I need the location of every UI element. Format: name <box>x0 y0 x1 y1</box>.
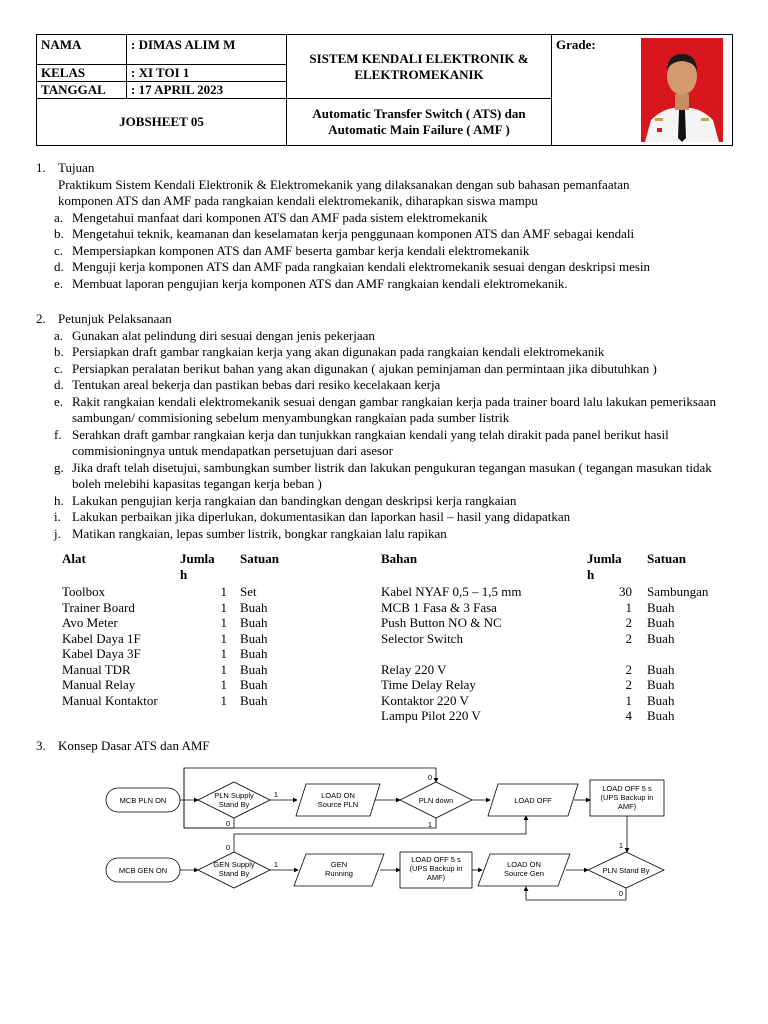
list-text: Lakukan pengujian kerja rangkaian dan bandingkan dengan deskripsi kerja rangkaian <box>72 492 517 508</box>
list-item <box>54 226 738 243</box>
section-number: 2. <box>36 311 46 326</box>
kelas-label: KELAS <box>37 65 127 82</box>
intro-text: Praktikum Sistem Kendali Elektronik & Elektromekanik yang dilaksanakan dengan sub bahasan pemanfaatan <box>58 176 630 192</box>
load-on-gen-label: Source Gen <box>503 869 545 878</box>
cell-unit: Sambungan <box>647 584 709 599</box>
cell-unit: Buah <box>240 692 268 708</box>
section-number: 1. <box>36 160 46 175</box>
list-item <box>54 360 738 378</box>
gen-supply-label: Stand By <box>218 869 250 878</box>
cell-qty: 1 <box>220 599 227 615</box>
cell-name: Toolbox <box>62 584 106 599</box>
cell-name: Manual Kontaktor <box>62 692 158 708</box>
cell-unit: Buah <box>647 677 675 692</box>
cell-name: Selector Switch <box>381 630 463 646</box>
list-marker: a. <box>54 209 64 225</box>
list-item <box>54 344 738 361</box>
cell-qty: 4 <box>625 708 632 723</box>
load-off-5s-top-label: AMF) <box>617 802 637 811</box>
gen-supply-label: GEN Supply <box>213 860 255 869</box>
cell-name: Avo Meter <box>62 615 118 630</box>
cell-name: Push Button NO & NC <box>381 615 502 630</box>
tujuan-list <box>54 209 738 293</box>
list-text: Jika draft telah disetujui, sambungkan sumber listrik dan lakukan pengukuran tegangan masukan ( tegangan masukan tidak boleh melebihi kapasitas tegangan kerja beban ) <box>72 459 712 491</box>
col-header-satuan: Satuan <box>240 551 280 566</box>
list-marker: b. <box>54 226 64 241</box>
cell-unit: Buah <box>240 677 268 692</box>
list-item <box>54 525 738 543</box>
load-on-pln-label: Source PLN <box>317 800 359 809</box>
petunjuk-list <box>54 327 738 543</box>
mcb-pln-label: MCB PLN ON <box>119 796 167 805</box>
gen-running-label: Running <box>325 869 353 878</box>
list-text: Membuat laporan pengujian kerja komponen ATS dan AMF rangkaian kendali elektromekanik. <box>72 275 568 291</box>
list-marker: c. <box>54 360 64 376</box>
cell-unit: Buah <box>647 630 675 646</box>
list-item <box>54 242 738 260</box>
col-header-jumlah-wrap: h <box>180 566 188 582</box>
list-text: Serahkan draft gambar rangkaian kerja dan tunjukkan rangkaian kendali yang telah dirakit pada panel berikut hasil commisioningnya untuk mendapatkan persetujuan dari asesor <box>72 426 669 458</box>
cell-name: MCB 1 Fasa & 3 Fasa <box>381 599 497 615</box>
cell-qty: 1 <box>220 630 227 646</box>
branch-no-label: 0 <box>225 843 231 852</box>
cell-unit: Buah <box>647 615 675 630</box>
list-marker: f. <box>54 426 62 442</box>
cell-name: Relay 220 V <box>381 661 447 677</box>
kelas-value: : XI TOI 1 <box>127 65 287 82</box>
list-item <box>54 509 738 526</box>
cell-name: Kontaktor 220 V <box>381 692 469 708</box>
cell-unit: Buah <box>647 599 675 615</box>
cell-unit: Buah <box>647 661 675 677</box>
branch-yes-label: 1 <box>427 820 433 829</box>
pln-supply-label: Stand By <box>218 800 250 809</box>
list-text: Mempersiapkan komponen ATS dan AMF beserta gambar kerja kendali elektromekanik <box>72 242 530 258</box>
col-header-jumlah: Jumla <box>587 551 622 566</box>
col-header-jumlah: Jumla <box>180 551 215 566</box>
list-marker: h. <box>54 492 64 508</box>
student-photo <box>641 38 723 142</box>
cell-name: Time Delay Relay <box>381 677 476 692</box>
section-title: Tujuan <box>58 160 95 175</box>
branch-yes-label: 1 <box>273 790 279 799</box>
cell-name: Trainer Board <box>62 599 135 615</box>
col-header-satuan: Satuan <box>647 551 687 566</box>
list-marker: c. <box>54 242 64 258</box>
header-table <box>36 34 732 146</box>
list-item <box>54 393 738 427</box>
cell-qty: 2 <box>625 615 632 630</box>
intro-text: komponen ATS dan AMF pada rangkaian kendali elektromekanik, diharapkan siswa mampu <box>58 193 538 208</box>
cell-qty: 1 <box>220 661 227 677</box>
list-item <box>54 275 738 293</box>
tanggal-label: TANGGAL <box>37 82 127 99</box>
cell-qty: 1 <box>220 584 227 599</box>
list-marker: j. <box>54 525 61 541</box>
list-marker: e. <box>54 275 64 291</box>
cell-qty: 2 <box>625 630 632 646</box>
load-off-label: LOAD OFF <box>514 796 552 805</box>
list-text: Matikan rangkaian, lepas sumber listrik, bongkar rangkaian lalu rapikan <box>72 525 447 541</box>
cell-name: Manual TDR <box>62 661 131 677</box>
branch-no-label: 0 <box>618 889 624 898</box>
col-header-bahan: Bahan <box>381 551 418 566</box>
nama-value: : DIMAS ALIM M <box>127 35 287 65</box>
list-text: Mengetahui manfaat dari komponen ATS dan AMF pada sistem elektromekanik <box>72 209 488 225</box>
subject-title: SISTEM KENDALI ELEKTRONIK & ELEKTROMEKANIK <box>287 35 552 99</box>
col-header-alat: Alat <box>62 551 86 566</box>
list-text: Lakukan perbaikan jika diperlukan, dokumentasikan dan laporkan hasil – hasil yang didapatkan <box>72 509 571 524</box>
cell-qty: 1 <box>220 646 227 661</box>
cell-qty: 1 <box>625 599 632 615</box>
list-text: Mengetahui teknik, keamanan dan keselamatan kerja penggunaan komponen ATS dan AMF sebagai kendali <box>72 226 635 241</box>
list-text: Menguji kerja komponen ATS dan AMF pada rangkaian kendali elektromekanik sesuai dengan deskripsi mesin <box>72 259 651 274</box>
list-item <box>54 327 738 345</box>
load-off-5s-bot-label: (UPS Backup in <box>409 864 463 873</box>
cell-name: Kabel Daya 3F <box>62 646 141 661</box>
list-marker: b. <box>54 344 64 359</box>
cell-unit: Set <box>240 584 257 599</box>
cell-name: Kabel NYAF 0,5 – 1,5 mm <box>381 584 522 599</box>
cell-qty: 1 <box>220 615 227 630</box>
load-on-gen-label: LOAD ON <box>507 860 541 869</box>
nama-label: NAMA <box>37 35 127 65</box>
cell-name: Kabel Daya 1F <box>62 630 141 646</box>
ats-amf-flowchart <box>0 760 768 910</box>
cell-unit: Buah <box>647 692 675 708</box>
list-marker: a. <box>54 327 64 343</box>
gen-running-label: GEN <box>330 860 348 869</box>
cell-qty: 1 <box>220 677 227 692</box>
cell-qty: 2 <box>625 661 632 677</box>
cell-qty: 30 <box>619 584 632 599</box>
cell-unit: Buah <box>240 615 268 630</box>
list-item <box>54 259 738 276</box>
cell-qty: 2 <box>625 677 632 692</box>
jobsheet-title: JOBSHEET 05 <box>37 99 287 146</box>
list-text: Gunakan alat pelindung diri sesuai dengan jenis pekerjaan <box>72 327 375 343</box>
load-off-5s-top-label: LOAD OFF 5 s <box>602 784 652 793</box>
list-text: Persiapkan peralatan berikut bahan yang akan digunakan ( ajukan peminjaman dan permintaan jika dibutuhkan ) <box>72 360 657 376</box>
section-title: Konsep Dasar ATS dan AMF <box>58 738 210 753</box>
branch-no-label: 0 <box>427 773 433 782</box>
cell-qty: 1 <box>220 692 227 708</box>
list-item <box>54 377 738 394</box>
list-text: Rakit rangkaian kendali elektromekanik sesuai dengan gambar rangkaian kerja pada trainer board lalu lakukan pemeriksaan sambungan/ commisioning sebelum menyambungkan rangkaian pada sumber listrik <box>72 393 716 425</box>
list-marker: i. <box>54 509 61 524</box>
list-marker: e. <box>54 393 64 409</box>
col-header-jumlah-wrap: h <box>587 566 595 582</box>
section-number: 3. <box>36 738 46 753</box>
cell-unit: Buah <box>240 630 268 646</box>
grade-label: Grade: <box>556 37 596 52</box>
list-marker: d. <box>54 377 64 392</box>
cell-unit: Buah <box>240 646 268 661</box>
cell-unit: Buah <box>647 708 675 723</box>
branch-no-label: 0 <box>225 819 231 828</box>
list-marker: g. <box>54 459 64 475</box>
portrait-icon <box>641 38 723 142</box>
list-marker: d. <box>54 259 64 274</box>
load-off-5s-bot-label: LOAD OFF 5 s <box>411 855 461 864</box>
cell-qty: 1 <box>625 692 632 708</box>
cell-name: Lampu Pilot 220 V <box>381 708 481 723</box>
load-off-5s-top-label: (UPS Backup in <box>600 793 654 802</box>
list-item <box>54 426 738 460</box>
list-item <box>54 209 738 227</box>
mcb-gen-label: MCB GEN ON <box>118 866 168 875</box>
cell-unit: Buah <box>240 599 268 615</box>
list-text: Persiapkan draft gambar rangkaian kerja yang akan digunakan pada rangkaian kendali elektromekanik <box>72 344 605 359</box>
branch-yes-label: 1 <box>618 841 624 850</box>
list-item <box>54 492 738 510</box>
list-item <box>54 459 738 493</box>
pln-down-label: PLN down <box>418 796 454 805</box>
section-title: Petunjuk Pelaksanaan <box>58 311 172 326</box>
topic-title: Automatic Transfer Switch ( ATS) dan Automatic Main Failure ( AMF ) <box>287 99 552 146</box>
load-off-5s-bot-label: AMF) <box>426 873 446 882</box>
tanggal-value: : 17 APRIL 2023 <box>127 82 287 99</box>
cell-name: Manual Relay <box>62 677 136 692</box>
cell-unit: Buah <box>240 661 268 677</box>
pln-standby-label: PLN Stand By <box>602 866 650 875</box>
branch-yes-label: 1 <box>273 860 279 869</box>
pln-supply-label: PLN Supply <box>214 791 254 800</box>
list-text: Tentukan areal bekerja dan pastikan bebas dari resiko kecelakaan kerja <box>72 377 441 392</box>
load-on-pln-label: LOAD ON <box>321 791 355 800</box>
